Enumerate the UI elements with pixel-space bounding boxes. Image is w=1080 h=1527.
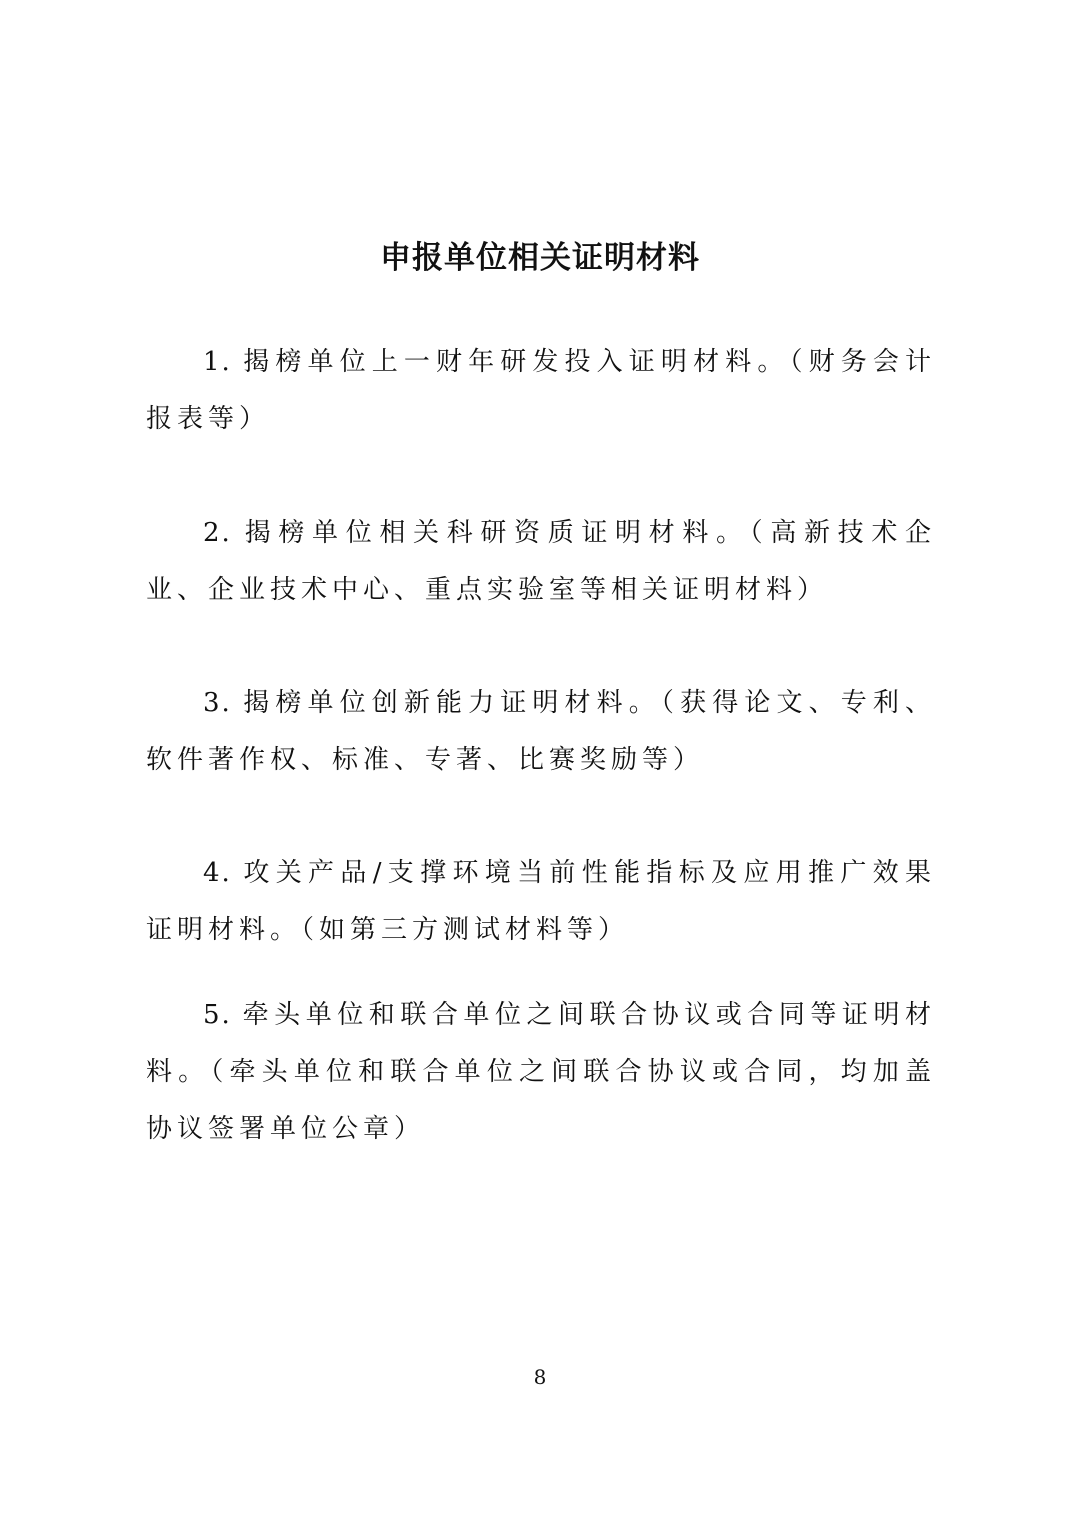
document-title: 申报单位相关证明材料 — [380, 240, 700, 276]
list-item — [146, 675, 936, 789]
item-text: 揭榜单位相关科研资质证明材料。（高新技术企业、企业技术中心、重点实验室等相关证明材料） — [146, 518, 936, 605]
item-text: 揭榜单位创新能力证明材料。（获得论文、专利、软件著作权、标准、专著、比赛奖励等） — [146, 688, 936, 775]
item-text: 牵头单位和联合单位之间联合协议或合同等证明材料。（牵头单位和联合单位之间联合协议或合同，均加盖协议签署单位公章） — [146, 1000, 936, 1144]
item-text: 攻关产品/支撑环境当前性能指标及应用推广效果证明材料。（如第三方测试材料等） — [146, 858, 936, 945]
item-number: 1. — [203, 347, 244, 377]
item-number: 2. — [203, 518, 245, 548]
list-item — [146, 987, 936, 1158]
list-item — [146, 845, 936, 959]
item-number: 5. — [203, 1000, 243, 1030]
item-text: 揭榜单位上一财年研发投入证明材料。（财务会计报表等） — [146, 347, 936, 434]
list-item — [146, 505, 936, 619]
item-number: 4. — [203, 858, 244, 888]
item-number: 3. — [203, 688, 244, 718]
page-number: 8 — [533, 1365, 547, 1389]
list-item — [146, 334, 936, 448]
